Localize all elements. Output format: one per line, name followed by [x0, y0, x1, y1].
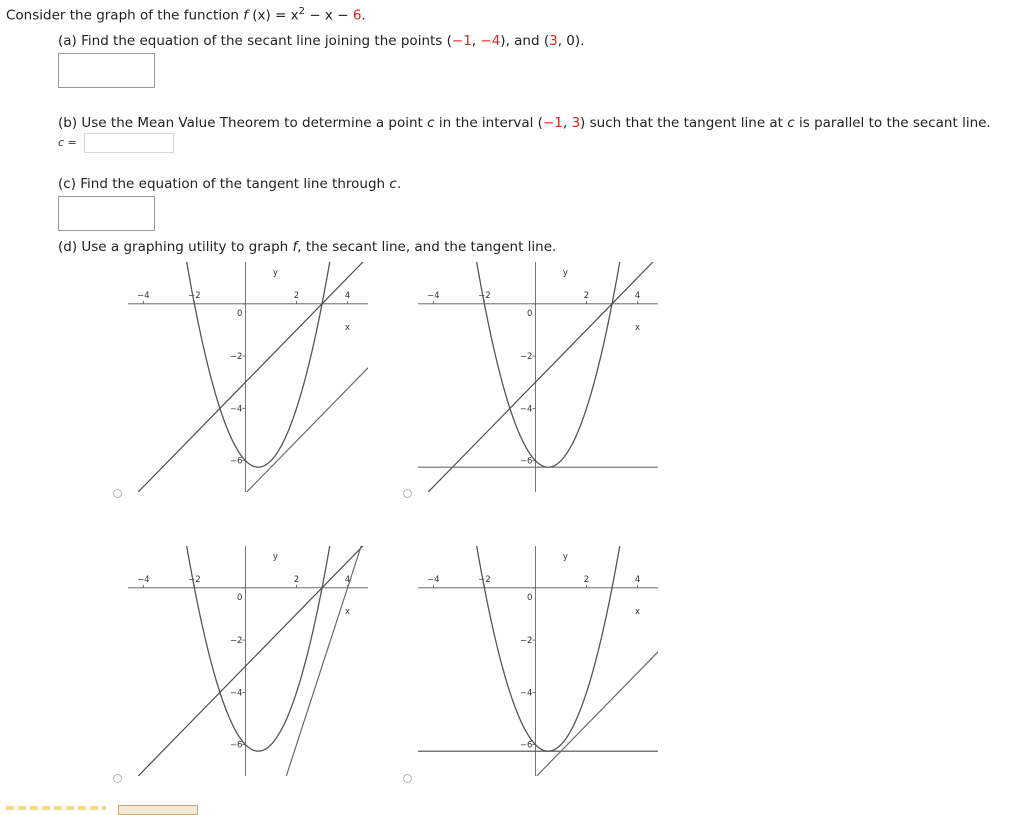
- x-tick-label: −4: [427, 574, 440, 585]
- y-tick-label: −2: [519, 636, 533, 647]
- x-tick-label: 2: [583, 574, 590, 585]
- x-tick-label: −2: [478, 290, 491, 301]
- separator: ,: [471, 33, 481, 49]
- y-tick-label: −4: [229, 404, 243, 415]
- x-tick-label: 4: [634, 574, 641, 585]
- problem-statement: [6, 6, 366, 24]
- function-curve: [475, 546, 622, 751]
- function-constant: 6: [352, 7, 362, 24]
- y-tick-label: −6: [229, 456, 243, 467]
- function-tail: − x −: [305, 7, 353, 24]
- y-tick-label: 0: [237, 592, 243, 603]
- part-b-mid-text: in the interval (: [434, 115, 543, 131]
- part-a-end-text: , 0).: [557, 33, 585, 49]
- y-tick-label: −2: [229, 636, 243, 647]
- x-tick-label: −2: [478, 574, 491, 585]
- option-3-radio[interactable]: [113, 774, 122, 783]
- var-c: c: [427, 115, 435, 131]
- y-tick-label: −2: [229, 352, 243, 363]
- x-axis-label: x: [635, 606, 641, 617]
- x-tick-label: 4: [344, 290, 351, 301]
- x-tick-label: 2: [293, 290, 300, 301]
- part-a-answer-box[interactable]: [58, 53, 155, 88]
- function-exponent: 2: [298, 6, 306, 17]
- tangent-line: [247, 368, 368, 492]
- option-4-radio[interactable]: [403, 774, 412, 783]
- part-c-answer-box[interactable]: [58, 196, 155, 231]
- y-tick-label: −6: [229, 740, 243, 751]
- interval-start: −1: [542, 115, 563, 131]
- x-axis-label: x: [635, 322, 641, 333]
- c-label-var: c: [58, 136, 65, 149]
- x-tick-label: 2: [293, 574, 300, 585]
- part-b-end-text: is parallel to the secant line.: [794, 115, 991, 131]
- c-label-eq: =: [64, 136, 77, 149]
- function-name: f: [243, 7, 248, 24]
- y-axis-label: y: [272, 552, 278, 563]
- part-b-question: [58, 115, 991, 131]
- point1-x: −1: [451, 33, 472, 49]
- y-tick-label: −4: [519, 404, 533, 415]
- graph-option-2-svg: [418, 262, 658, 492]
- separator: ,: [562, 115, 572, 131]
- c-answer-field[interactable]: [84, 133, 174, 153]
- secant-line: [428, 262, 653, 492]
- graph-option-3: [128, 546, 368, 776]
- graph-option-4: [418, 546, 658, 776]
- part-c-end-text: .: [396, 176, 402, 192]
- x-tick-label: −4: [427, 290, 440, 301]
- y-tick-label: 0: [237, 308, 243, 319]
- y-tick-label: −6: [519, 740, 533, 751]
- part-b-mid2-text: ) such that the tangent line at: [580, 115, 788, 131]
- bottom-button-fragment[interactable]: [118, 805, 198, 815]
- x-tick-label: −4: [137, 290, 150, 301]
- part-d-end-text: , the secant line, and the tangent line.: [297, 239, 557, 255]
- c-field-label: [58, 136, 77, 149]
- x-tick-label: −2: [188, 574, 201, 585]
- secant-line: [138, 546, 363, 776]
- x-tick-label: 4: [634, 290, 641, 301]
- x-axis-label: x: [345, 322, 351, 333]
- x-tick-label: −4: [137, 574, 150, 585]
- part-c-question: [58, 176, 401, 192]
- intro-text: Consider the graph of the function: [6, 7, 244, 24]
- x-axis-label: x: [345, 606, 351, 617]
- var-c: c: [787, 115, 795, 131]
- graph-option-4-svg: [418, 546, 658, 776]
- tangent-line: [537, 652, 658, 776]
- option-2-radio[interactable]: [403, 489, 412, 498]
- part-a-text: (a) Find the equation of the secant line joining the points (: [58, 33, 452, 49]
- secant-line: [138, 262, 363, 492]
- y-axis-label: y: [562, 268, 568, 279]
- interval-end: 3: [571, 115, 581, 131]
- x-tick-label: 2: [583, 290, 590, 301]
- y-tick-label: −2: [519, 352, 533, 363]
- x-tick-label: 4: [344, 574, 351, 585]
- part-c-text: (c) Find the equation of the tangent line through: [58, 176, 390, 192]
- graph-option-2: [418, 262, 658, 492]
- option-1-radio[interactable]: [113, 489, 122, 498]
- graph-option-1-svg: [128, 262, 368, 492]
- bottom-link-fragment[interactable]: [6, 806, 106, 810]
- part-a-mid-text: ), and (: [500, 33, 550, 49]
- x-tick-label: −2: [188, 290, 201, 301]
- var-c: c: [389, 176, 397, 192]
- point1-y: −4: [480, 33, 501, 49]
- part-d-question: [58, 239, 556, 255]
- point2-x: 3: [549, 33, 558, 49]
- y-tick-label: 0: [527, 592, 533, 603]
- function-curve: [185, 262, 332, 467]
- y-tick-label: −6: [519, 456, 533, 467]
- function-curve: [475, 262, 622, 467]
- y-tick-label: −4: [519, 688, 533, 699]
- y-axis-label: y: [272, 268, 278, 279]
- y-tick-label: 0: [527, 308, 533, 319]
- intro-period: .: [361, 7, 366, 24]
- part-d-text: (d) Use a graphing utility to graph: [58, 239, 293, 255]
- graph-option-1: [128, 262, 368, 492]
- y-axis-label: y: [562, 552, 568, 563]
- graph-option-3-svg: [128, 546, 368, 776]
- y-tick-label: −4: [229, 688, 243, 699]
- function-curve: [185, 546, 332, 751]
- function-argument: (x) = x: [247, 7, 299, 24]
- part-a-question: [58, 33, 584, 49]
- part-b-text: (b) Use the Mean Value Theorem to determine a point: [58, 115, 428, 131]
- var-f: f: [292, 239, 298, 255]
